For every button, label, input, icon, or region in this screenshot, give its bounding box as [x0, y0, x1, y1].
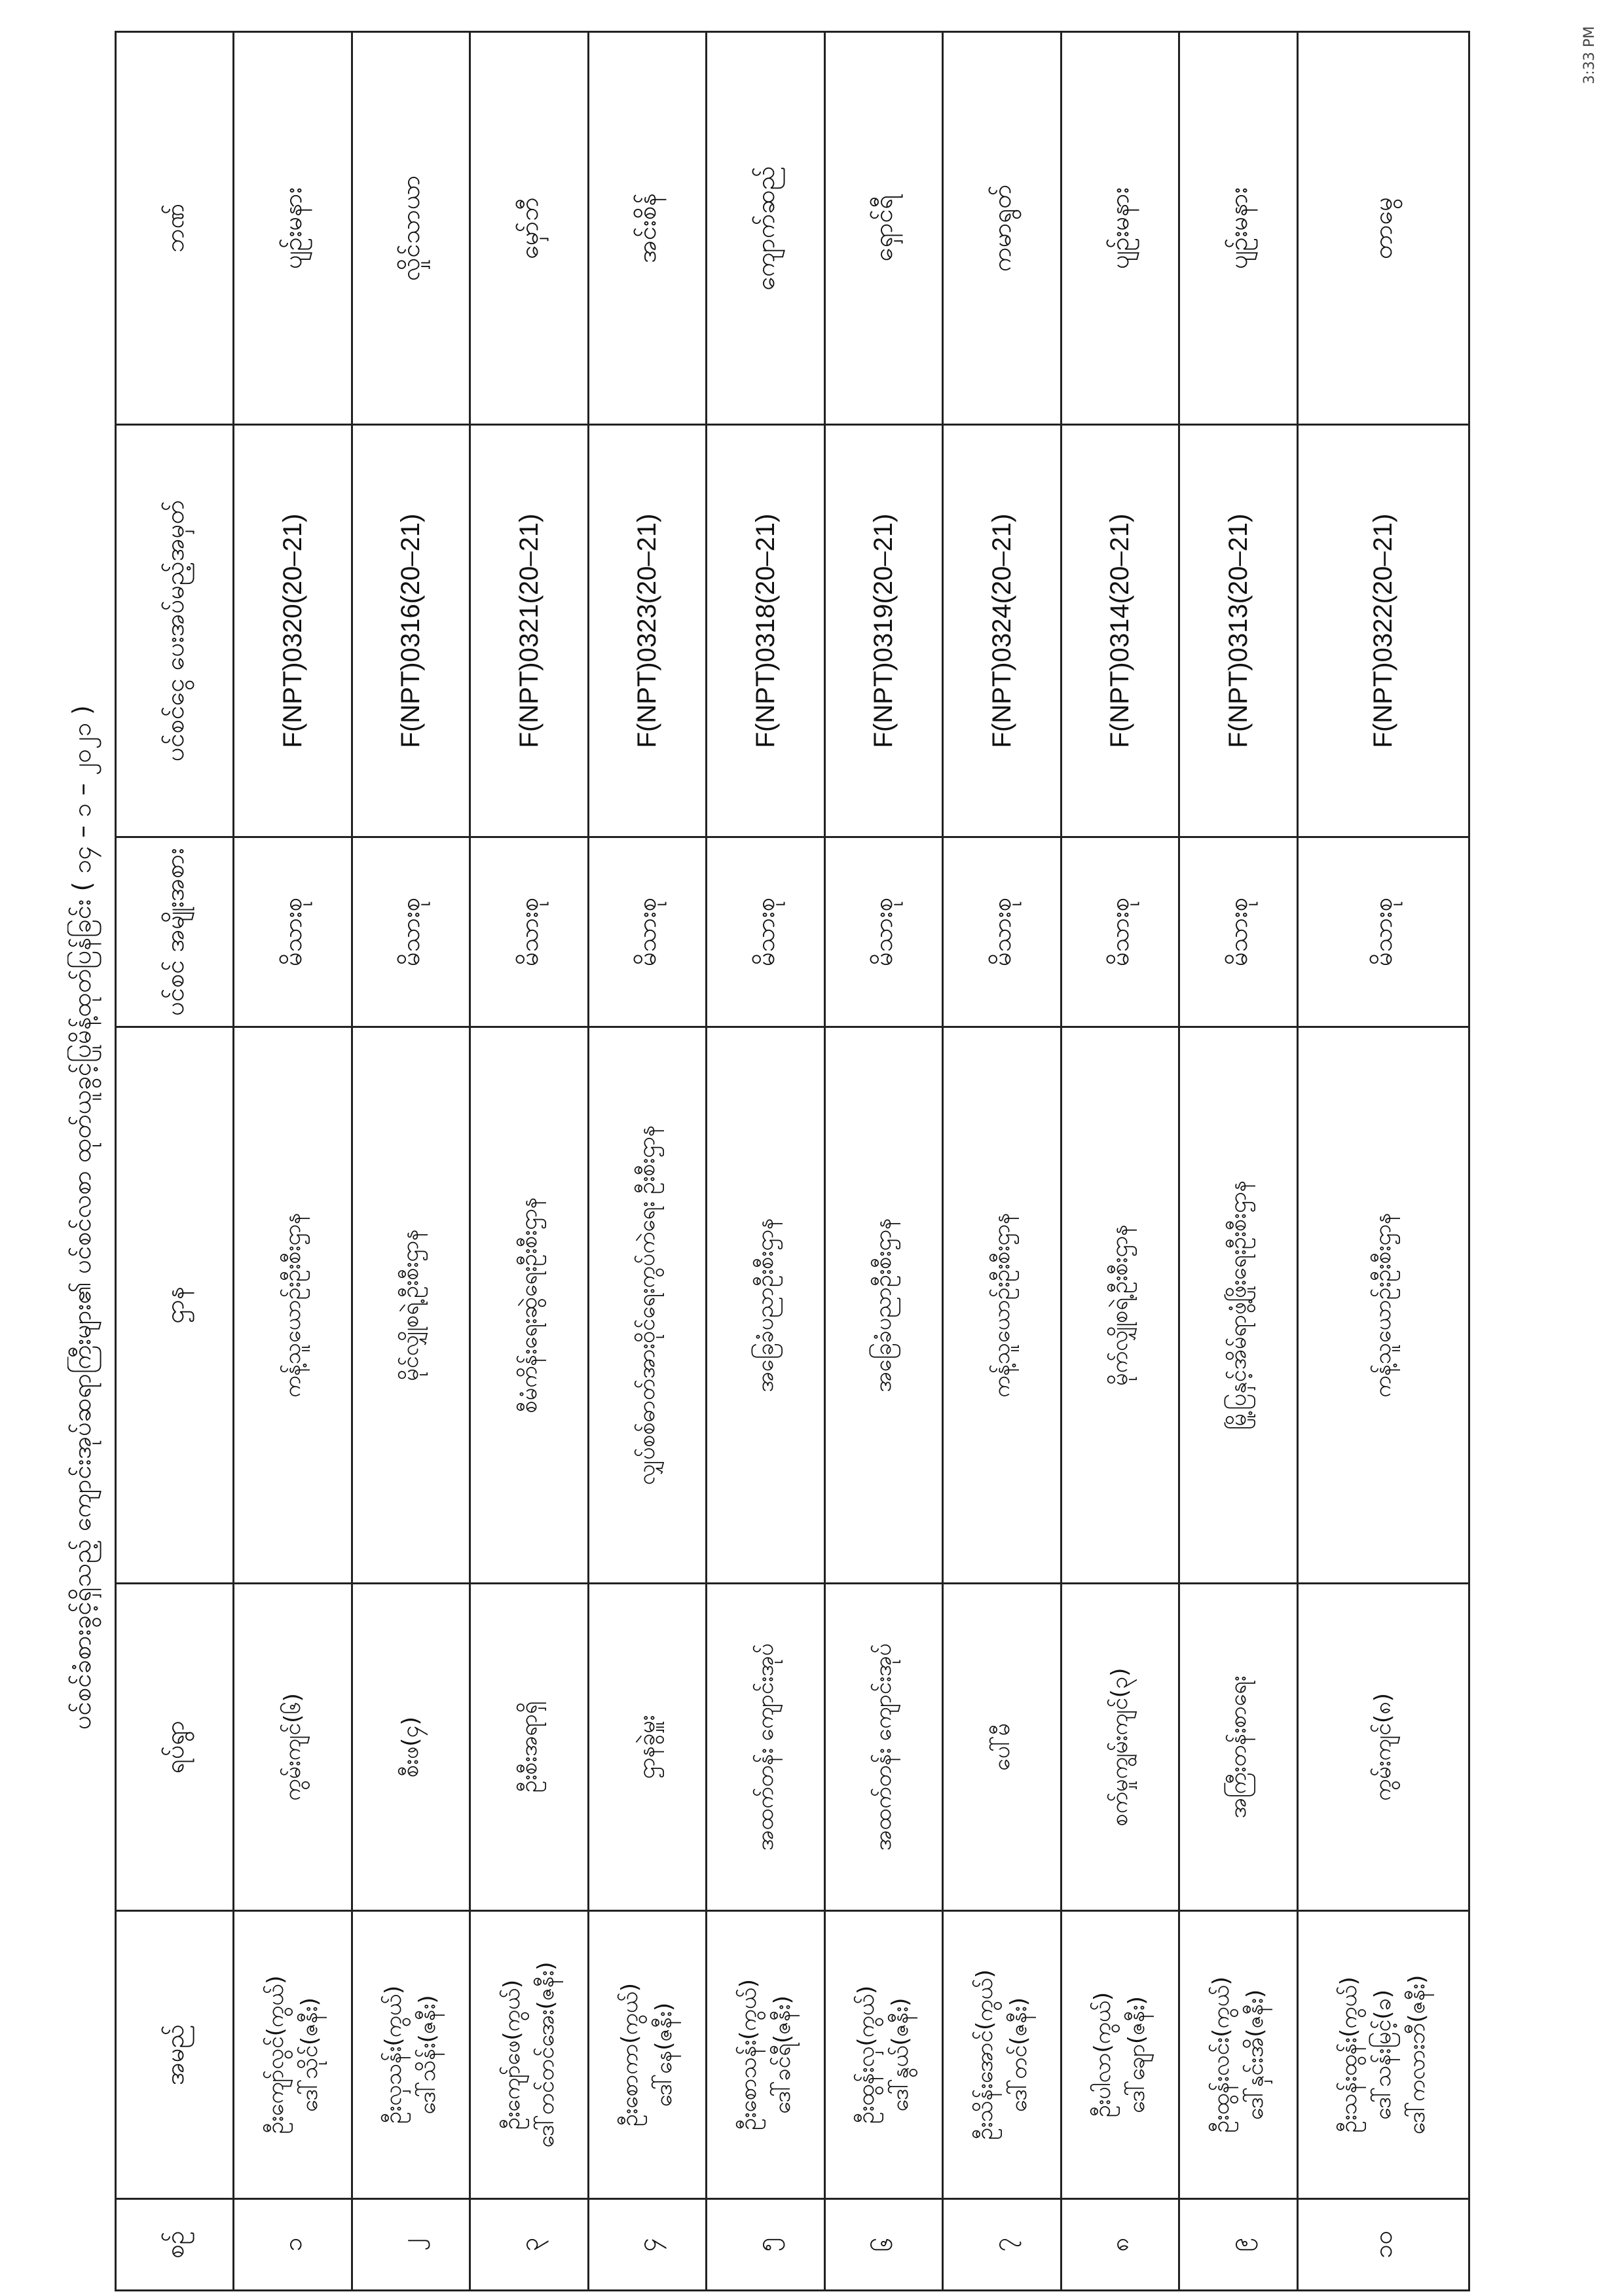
row-type: မိသားစု	[234, 837, 352, 1027]
row-name: ဦးထွန်းလှ(ကွယ်) ဒေါ်နွယ်(ဇနီး)	[824, 1911, 943, 2199]
table-row	[1297, 32, 1469, 2291]
row-bank: ပျဉ်းမနား	[1179, 32, 1298, 425]
row-village: ကွမ်းကျင်(၈)	[1297, 1584, 1469, 1911]
header-code: ပင်စင်ငွေ ပေးအပ်မည့်အမှတ်	[116, 425, 234, 837]
row-village: ဦးစီးအရာရှိ	[470, 1584, 589, 1911]
table-row	[234, 32, 352, 2291]
table-row	[707, 32, 825, 2291]
row-code: F(NPT)0321(20–21)	[470, 425, 589, 837]
row-name: ဦးစောကာ(ကွယ်) ဒေါ်နေ(ဇနီး)	[588, 1911, 707, 2199]
row-village: အထက်တန်း ကျောင်းအုပ်	[824, 1584, 943, 1911]
row-type: မိသားစု	[1061, 837, 1179, 1027]
row-bank: အင်းစိန်	[588, 32, 707, 425]
timestamp: 3:33 PM	[1581, 26, 1598, 84]
row-no: ၅	[707, 2199, 825, 2291]
header-village: ရပ်ရွာ	[116, 1584, 234, 1911]
row-village: ကွမ်းကျင်(၆)	[234, 1584, 352, 1911]
row-code: F(NPT)0324(20–21)	[943, 425, 1061, 837]
row-department: စီမံကိန်းရေးဆွဲရေးဦးစီးဌာန	[470, 1027, 589, 1584]
row-no: ၈	[1061, 2199, 1179, 2291]
row-bank: မှော်ဘီ	[470, 32, 589, 425]
row-department: မိုင်လျှိုစရဲ့ဦးစီးဌာန	[352, 1027, 470, 1584]
row-village: ပေါ်မီ	[943, 1584, 1061, 1911]
row-department: မြို့ပြနှင့်အိမ်ရာဖွံ့ဖြိုးရေးဦးစီးဌာန	[1179, 1027, 1298, 1584]
row-no: ၁	[234, 2199, 352, 2291]
row-department: မိုက်လျှိုစရဲ့ဦးစီးဌာန	[1061, 1027, 1179, 1584]
row-no: ၇	[943, 2199, 1061, 2291]
row-bank: ကမာရွတ်	[943, 32, 1061, 425]
row-bank: ကျောက်ဆည်	[707, 32, 825, 425]
table-row	[1179, 32, 1298, 2291]
row-bank: ပျဉ်းမနား	[234, 32, 352, 425]
row-department: အခြေခံပညာဦးစီးဌာန	[707, 1027, 825, 1584]
row-village: အကြီးတန်းစာရေး	[1179, 1584, 1298, 1911]
row-name: ဦးလှသန်း(ကွယ်) ဒေါ်သိန်း(ဇနီး)	[352, 1911, 470, 2199]
row-bank: တာမွေ	[1297, 32, 1469, 425]
row-department: ကန့်သူယောဉ်းဦးစီးဌာန	[234, 1027, 352, 1584]
row-name: ဦးကျော်လွင်(ကွယ်) ဒေါ်သိုင်(ဇနီး)	[234, 1911, 352, 2199]
table-row	[352, 32, 470, 2291]
row-village: အထက်တန်း ကျောင်းအုပ်	[707, 1584, 825, 1911]
row-type: မိသားစု	[588, 837, 707, 1027]
row-name: ဦးထွန်းလင်း(ကွယ်) ဒေါ်နှင်းအိ(ဇနီး)	[1179, 1911, 1298, 2199]
pension-table	[115, 31, 1470, 2291]
table-header-row	[116, 32, 234, 2291]
header-bank: ဘဏ်	[116, 32, 234, 425]
row-village: ဌာနခွဲမှူး	[588, 1584, 707, 1911]
row-name: ဦးသန်းထွန်း(ကွယ်) ဒေါ်သန်းမြင့်(ခ) ဒေါ်ကလားဘီ(ဇနီး)	[1297, 1911, 1469, 2199]
row-code: F(NPT)0319(20–21)	[824, 425, 943, 837]
row-code: F(NPT)0323(20–21)	[588, 425, 707, 837]
row-department: ကန့်သူယောဉ်းဦးစီးဌာန	[1297, 1027, 1469, 1584]
document-title: ပင်စင်ခံစားခွင့်ရှိသည့် ကျောင်းအုပ်ဆရာကြီးများ၏ ပင်စင်လစာ ထုတ်ယူခွင့်ပြုမိန့်ထုတ်ပြန်ခြင်း ( ၁၄ – ၁ – ၂၀၂၁ )	[67, 705, 96, 1730]
row-bank: လှိုင်သာယာ	[352, 32, 470, 425]
row-bank: ပျဉ်းမနား	[1061, 32, 1179, 425]
row-village: စက်မှုကျွမ်းကျင်(၃)	[1061, 1584, 1179, 1911]
row-type: မိသားစု	[943, 837, 1061, 1027]
table-row	[943, 32, 1061, 2291]
row-type: မိသားစု	[707, 837, 825, 1027]
row-no: ၆	[824, 2199, 943, 2291]
table-row	[1061, 32, 1179, 2291]
header-name: အမည်	[116, 1911, 234, 2199]
header-no: စဥ်	[116, 2199, 234, 2291]
row-department: ကန့်သူယောဉ်းဦးစီးဌာန	[943, 1027, 1061, 1584]
row-code: F(NPT)0314(20–21)	[1061, 425, 1179, 837]
row-code: F(NPT)0320(20–21)	[234, 425, 352, 837]
row-code: F(NPT)0322(20–21)	[1297, 425, 1469, 837]
row-village: စီးဖ(၄)	[352, 1584, 470, 1911]
row-name: ဦးကျော်ဖေ(ကွယ်) ဒေါ်တင်တင်အေး(ဇနီး)	[470, 1911, 589, 2199]
row-department: လျှပ်စစ်ဓာတ်အားဝိုင်ရေးကွပ်ကဲရေး ဦးစီးဌာန	[588, 1027, 707, 1584]
row-name: ဦးစောသန်း(ကွယ်) ဒေါ်ခင်ရီ(ဇနီး)	[707, 1911, 825, 2199]
row-type: မိသားစု	[470, 837, 589, 1027]
row-type: မိသားစု	[824, 837, 943, 1027]
row-no: ၂	[352, 2199, 470, 2291]
row-code: F(NPT)0318(20–21)	[707, 425, 825, 837]
row-name: ဦးသိန်းအောင်(ကွယ်) ဒေါ်တင်(ဇနီး)	[943, 1911, 1061, 2199]
table-container	[115, 33, 1470, 2291]
row-type: မိသားစု	[352, 837, 470, 1027]
row-bank: ရှောင်ရီ	[824, 32, 943, 425]
header-type: ပင်စင် အမျိုးအစား	[116, 837, 234, 1027]
row-department: အခြေခံပညာဦးစီးဌာန	[824, 1027, 943, 1584]
row-no: ၄	[588, 2199, 707, 2291]
table-row	[470, 32, 589, 2291]
row-no: ၃	[470, 2199, 589, 2291]
table-row	[824, 32, 943, 2291]
row-code: F(NPT)0316(20–21)	[352, 425, 470, 837]
row-type: မိသားစု	[1179, 837, 1298, 1027]
row-type: မိသားစု	[1297, 837, 1469, 1027]
table-row	[588, 32, 707, 2291]
row-no: ၉	[1179, 2199, 1298, 2291]
row-code: F(NPT)0313(20–21)	[1179, 425, 1298, 837]
row-no: ၁၀	[1297, 2199, 1469, 2291]
row-name: ဦးပါလာ(ကွယ်) ဒေါ်ချော(ဇနီး)	[1061, 1911, 1179, 2199]
header-department: ဌာန	[116, 1027, 234, 1584]
